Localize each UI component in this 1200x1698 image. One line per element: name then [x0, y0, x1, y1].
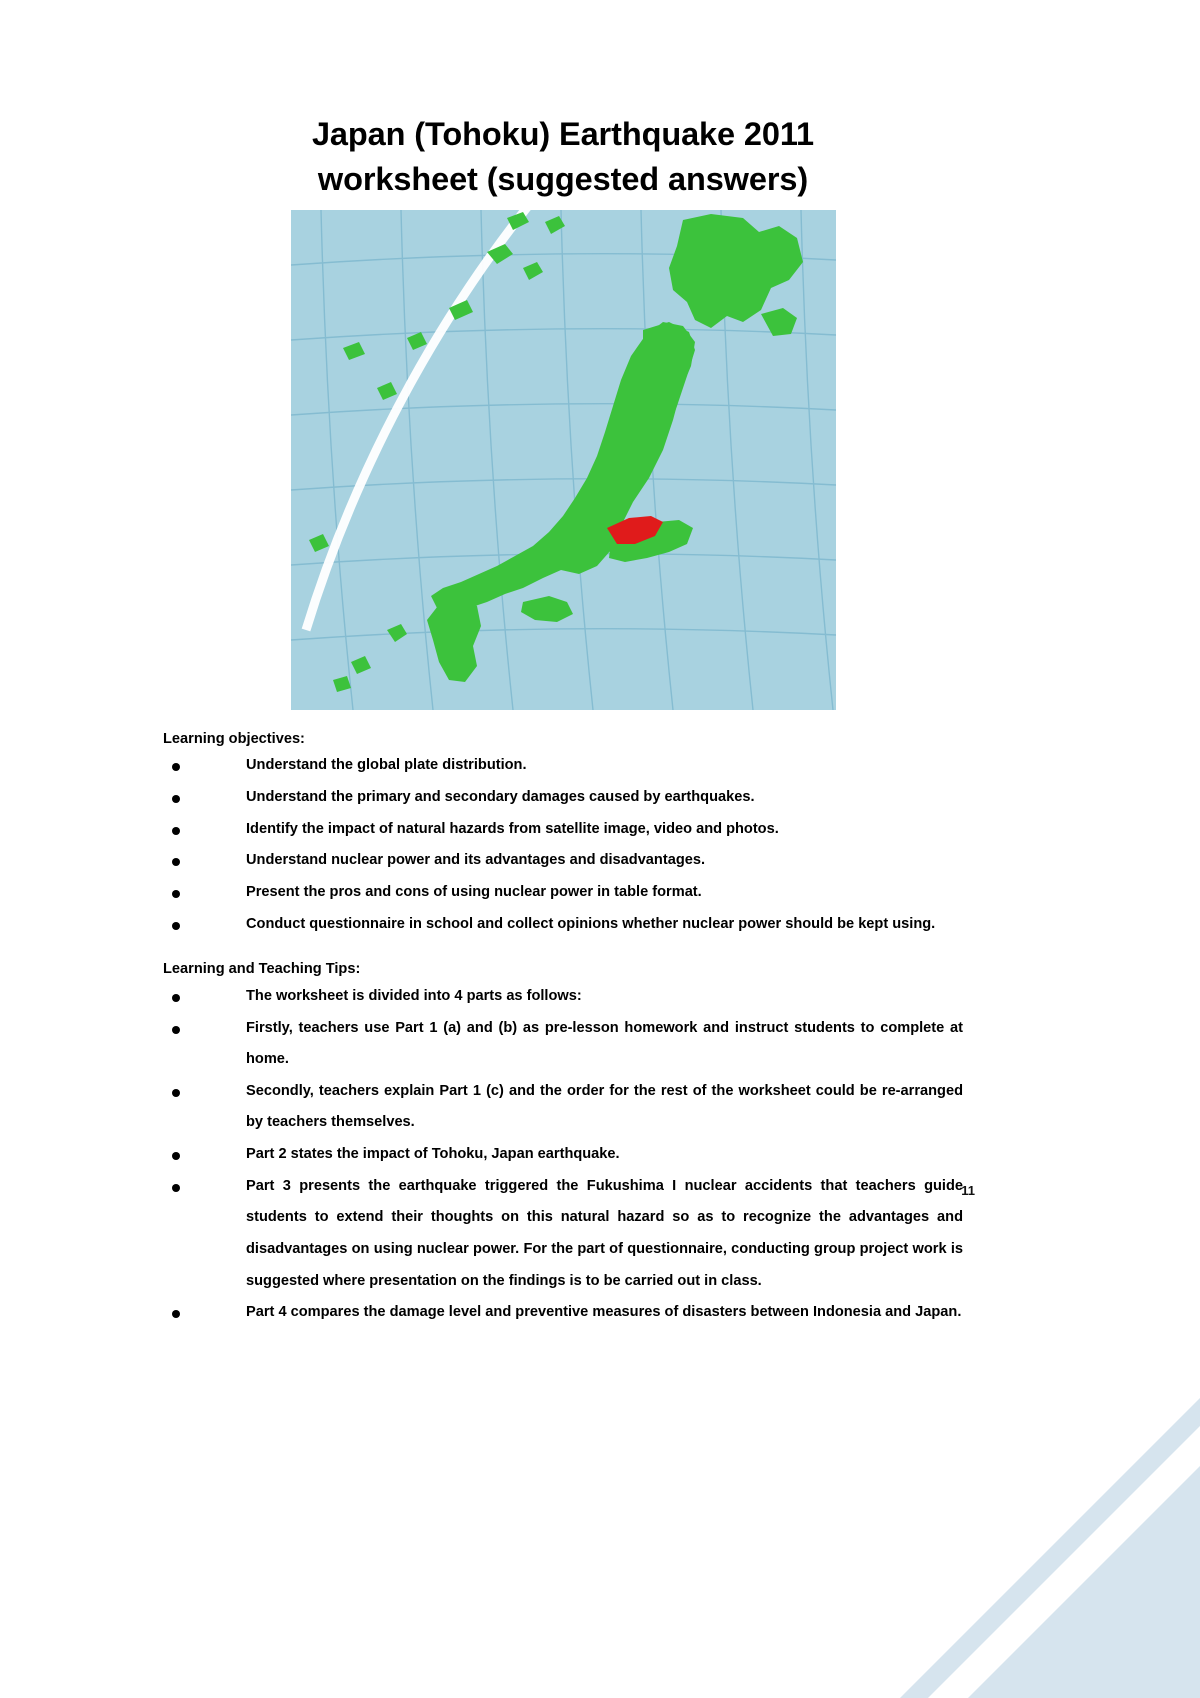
page-title-line-1: Japan (Tohoku) Earthquake 2011	[311, 116, 815, 152]
page-number: 11	[961, 1182, 975, 1198]
list-item: Conduct questionnaire in school and collect opinions whether nuclear power should be kept using.	[163, 909, 963, 941]
list-item: Secondly, teachers explain Part 1 (c) and the order for the rest of the worksheet could be re-arranged by teachers themselves.	[163, 1076, 963, 1139]
corner-triangle-solid	[968, 1466, 1200, 1698]
list-item	[163, 1171, 975, 1298]
list-item: Identify the impact of natural hazards from satellite image, video and photos.	[163, 814, 963, 846]
corner-triangle-inner	[928, 1426, 1200, 1698]
list-item: Part 2 states the impact of Tohoku, Japan earthquake.	[163, 1139, 963, 1171]
list-item-text: Part 3 presents the earthquake triggered the Fukushima I nuclear accidents that teachers guide students to extend their thoughts on this natural hazard so as to recognize the advantages and disadvantages on using nuclear power. For the part of questionnaire, conducting group project work is suggested where presentation on the findings is to be carried out in class.	[246, 1177, 963, 1289]
corner-triangle-outer	[900, 1398, 1200, 1698]
list-item: Firstly, teachers use Part 1 (a) and (b) as pre-lesson homework and instruct students to complete at home.	[163, 1013, 963, 1076]
list-item: Understand the global plate distribution.	[163, 750, 963, 782]
page-title	[163, 112, 963, 202]
learning-objectives-heading: Learning objectives:	[163, 730, 305, 747]
teaching-tips-list	[163, 981, 975, 1329]
page-title-line-2: worksheet (suggested answers)	[317, 160, 809, 197]
japan-map-image	[291, 210, 836, 710]
list-item: Present the pros and cons of using nuclear power in table format.	[163, 877, 963, 909]
list-item: Understand nuclear power and its advantages and disadvantages.	[163, 845, 963, 877]
map-figure	[291, 210, 836, 710]
list-item: Understand the primary and secondary damages caused by earthquakes.	[163, 782, 963, 814]
teaching-tips-heading: Learning and Teaching Tips:	[163, 961, 361, 978]
document-body	[163, 112, 975, 1329]
list-item: Part 4 compares the damage level and preventive measures of disasters between Indonesia and Japan.	[163, 1297, 963, 1329]
learning-objectives-list	[163, 750, 963, 940]
corner-decoration	[880, 1378, 1200, 1698]
list-item: The worksheet is divided into 4 parts as follows:	[163, 981, 963, 1013]
